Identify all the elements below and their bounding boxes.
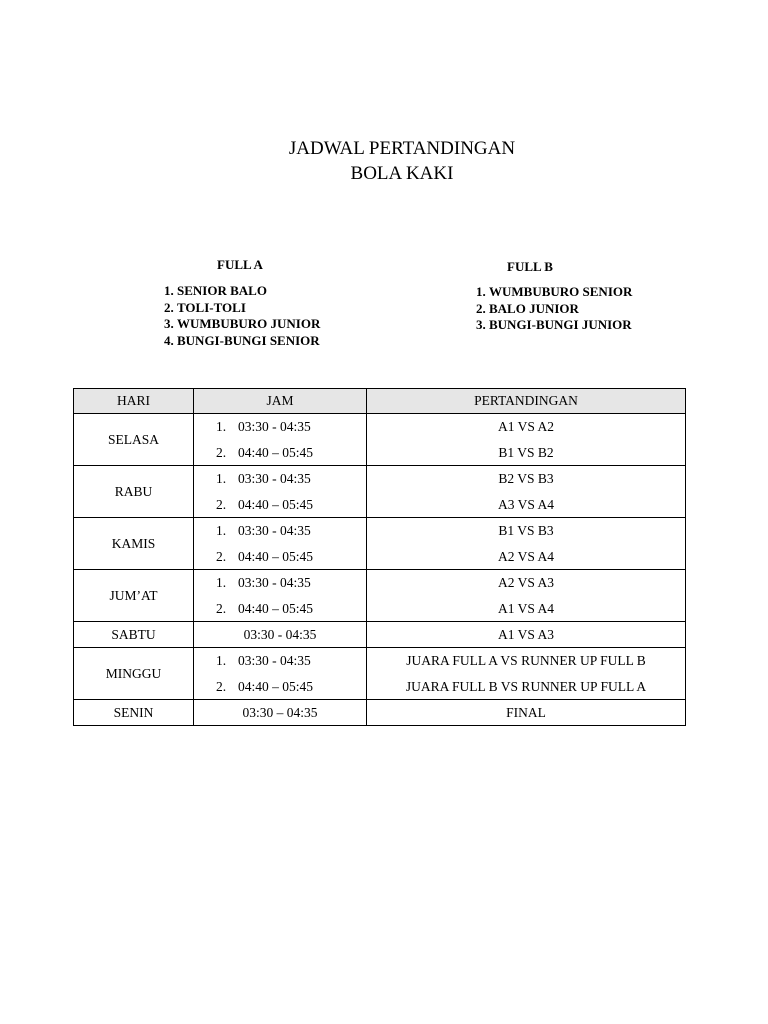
match-text: A3 VS A4: [497, 496, 555, 512]
slot-number: 2.: [216, 678, 227, 694]
team-item: 1. SENIOR BALO: [177, 283, 320, 300]
time-cell: [194, 570, 367, 622]
day-cell: SABTU: [74, 622, 194, 648]
match-cell: [367, 466, 686, 518]
slot-number: 1.: [216, 419, 227, 434]
page-subtitle: BOLA KAKI: [350, 163, 454, 184]
day-cell: JUM’AT: [74, 570, 194, 622]
match-cell: [367, 570, 686, 622]
table-header-row: [74, 389, 686, 414]
day-cell: KAMIS: [74, 518, 194, 570]
table-row: [74, 570, 686, 622]
match-text: A1 VS A4: [497, 600, 555, 616]
time-cell: [194, 466, 367, 518]
slot-time: 03:30 - 04:35: [238, 471, 311, 486]
slot-number: 2.: [216, 548, 227, 564]
match-text: B1 VS B3: [498, 523, 554, 538]
match-cell: [367, 648, 686, 700]
slot-time: 04:40 – 05:45: [238, 678, 314, 694]
match-text: A1 VS A2: [497, 419, 555, 434]
team-item: 2. TOLI-TOLI: [177, 300, 320, 317]
time-cell: [194, 414, 367, 466]
time-cell: 03:30 – 04:35: [194, 700, 367, 726]
slot-time: 04:40 – 05:45: [238, 444, 314, 460]
time-cell: 03:30 - 04:35: [194, 622, 367, 648]
table-row: [74, 700, 686, 726]
match-cell: [367, 414, 686, 466]
match-text: B2 VS B3: [498, 471, 554, 486]
table-row: [74, 518, 686, 570]
header-jam: JAM: [194, 389, 367, 414]
slot-time: 03:30 - 04:35: [238, 419, 311, 434]
slot-number: 2.: [216, 444, 227, 460]
team-item: 3. WUMBUBURO JUNIOR: [177, 316, 320, 333]
team-item: 3. BUNGI-BUNGI JUNIOR: [489, 317, 632, 334]
slot-number: 1.: [216, 653, 227, 668]
slot-time: 03:30 - 04:35: [238, 575, 311, 590]
time-cell: [194, 648, 367, 700]
table-row: [74, 622, 686, 648]
group-a-team-list: [151, 283, 320, 349]
team-item: 4. BUNGI-BUNGI SENIOR: [177, 333, 320, 350]
day-cell: SENIN: [74, 700, 194, 726]
slot-number: 2.: [216, 496, 227, 512]
match-cell: FINAL: [367, 700, 686, 726]
slot-number: 1.: [216, 575, 227, 590]
match-cell: [367, 518, 686, 570]
match-text: JUARA FULL B VS RUNNER UP FULL A: [405, 678, 647, 694]
slot-time: 03:30 - 04:35: [238, 653, 311, 668]
match-text: B1 VS B2: [498, 444, 554, 460]
time-cell: [194, 518, 367, 570]
slot-number: 1.: [216, 523, 227, 538]
header-hari: HARI: [74, 389, 194, 414]
group-a-heading: FULL A: [217, 257, 263, 272]
match-text: A2 VS A4: [497, 548, 555, 564]
schedule-table: [73, 388, 686, 726]
match-cell: A1 VS A3: [367, 622, 686, 648]
day-cell: SELASA: [74, 414, 194, 466]
group-b-heading: FULL B: [507, 259, 553, 274]
match-text: JUARA FULL A VS RUNNER UP FULL B: [406, 653, 646, 668]
day-cell: MINGGU: [74, 648, 194, 700]
table-row: [74, 466, 686, 518]
slot-time: 04:40 – 05:45: [238, 496, 314, 512]
day-cell: RABU: [74, 466, 194, 518]
match-text: A2 VS A3: [497, 575, 555, 590]
slot-number: 2.: [216, 600, 227, 616]
table-row: [74, 648, 686, 700]
group-b-team-list: [463, 284, 632, 334]
page-title: JADWAL PERTANDINGAN: [288, 138, 516, 159]
team-item: 1. WUMBUBURO SENIOR: [489, 284, 632, 301]
slot-time: 04:40 – 05:45: [238, 600, 314, 616]
header-pertandingan: PERTANDINGAN: [367, 389, 686, 414]
slot-time: 04:40 – 05:45: [238, 548, 314, 564]
team-item: 2. BALO JUNIOR: [489, 301, 632, 318]
slot-number: 1.: [216, 471, 227, 486]
table-row: [74, 414, 686, 466]
slot-time: 03:30 - 04:35: [238, 523, 311, 538]
